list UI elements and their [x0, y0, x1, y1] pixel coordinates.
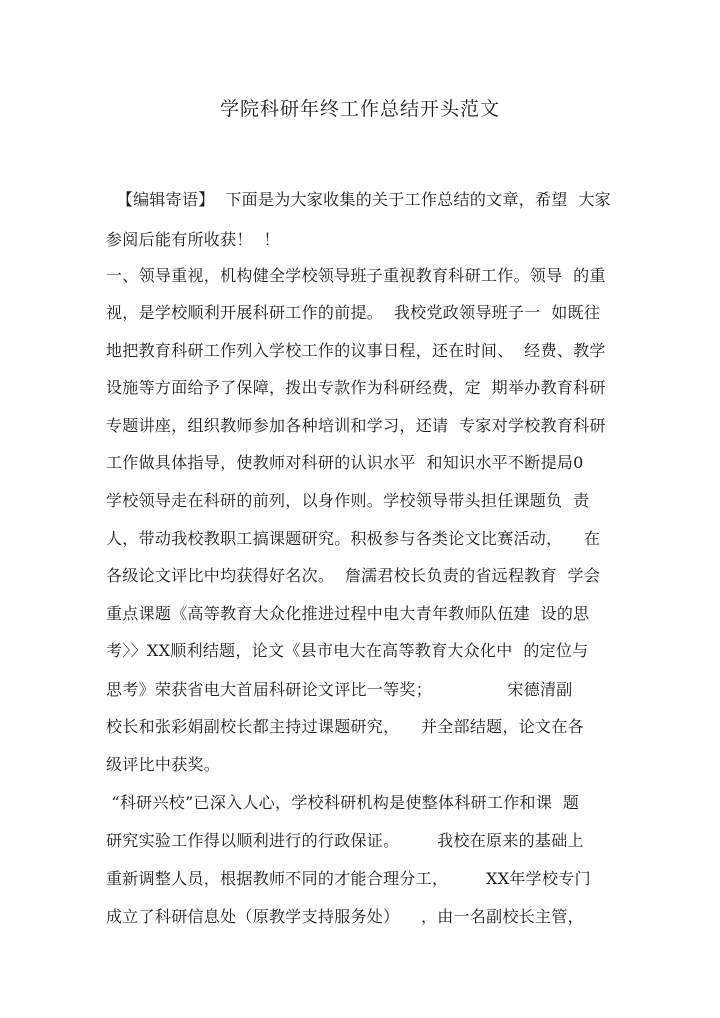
- body-line: 视，是学校顺利开展科研工作的前提。 我校党政领导班子一 如既往: [106, 303, 601, 322]
- body-line: 【编辑寄语】 下面是为大家收集的关于工作总结的文章，希望 大家: [106, 190, 612, 209]
- body-line: 工作做具体指导，使教师对科研的认识水平 和知识水平不断提局0: [106, 453, 584, 472]
- body-line: 研究实验工作得以顺利进行的行政保证。 我校在原来的基础上: [106, 831, 584, 850]
- body-line: 各级论文评比中均获得好名次。 詹濡君校长负责的省远程教育 学会: [106, 566, 601, 585]
- body-line: 专题讲座，组织教师参加各种培训和学习，还请 专家对学校教育科研: [106, 416, 606, 435]
- body-line: 重新调整人员，根据教师不同的才能合理分工， XX年学校专门: [106, 869, 591, 888]
- body-line: 重点课题《高等教育大众化推进过程中电大青年教师队伍建 设的思: [106, 604, 590, 623]
- body-line: 设施等方面给予了保障，拨出专款作为科研经费，定 期举办教育科研: [106, 378, 606, 397]
- body-line: 参阅后能有所收获！ ！: [106, 230, 280, 249]
- body-line: 考〉〉XX顺利结题，论文《县市电大在高等教育大众化中 的定位与: [106, 641, 589, 660]
- body-line: “科研兴校”已深入人心，学校科研机构是使整体科研工作和课 题: [106, 793, 580, 812]
- body-line: 级评比中获奖。: [106, 755, 221, 774]
- body-line: 人，带动我校教职工搞课题研究。积极参与各类论文比赛活动， 在: [106, 529, 601, 548]
- body-line: 校长和张彩娟副校长都主持过课题研究， 并全部结题，论文在各: [106, 717, 584, 736]
- body-line: 地把教育科研工作列入学校工作的议事日程，还在时间、 经费、教学: [106, 341, 606, 360]
- body-line: 思考》荣获省电大首届科研论文评比一等奖； 宋德清副: [106, 680, 573, 699]
- body-line: 成立了科研信息处（原教学支持服务处） ，由一名副校长主管，: [106, 907, 584, 926]
- body-line: 一、领导重视，机构健全学校领导班子重视教育科研工作。领导 的重: [106, 266, 606, 285]
- body-line: 学校领导走在科研的前列，以身作则。学校领导带头担任课题负 责: [106, 491, 590, 510]
- document-title: 学院科研年终工作总结开头范文: [219, 98, 500, 120]
